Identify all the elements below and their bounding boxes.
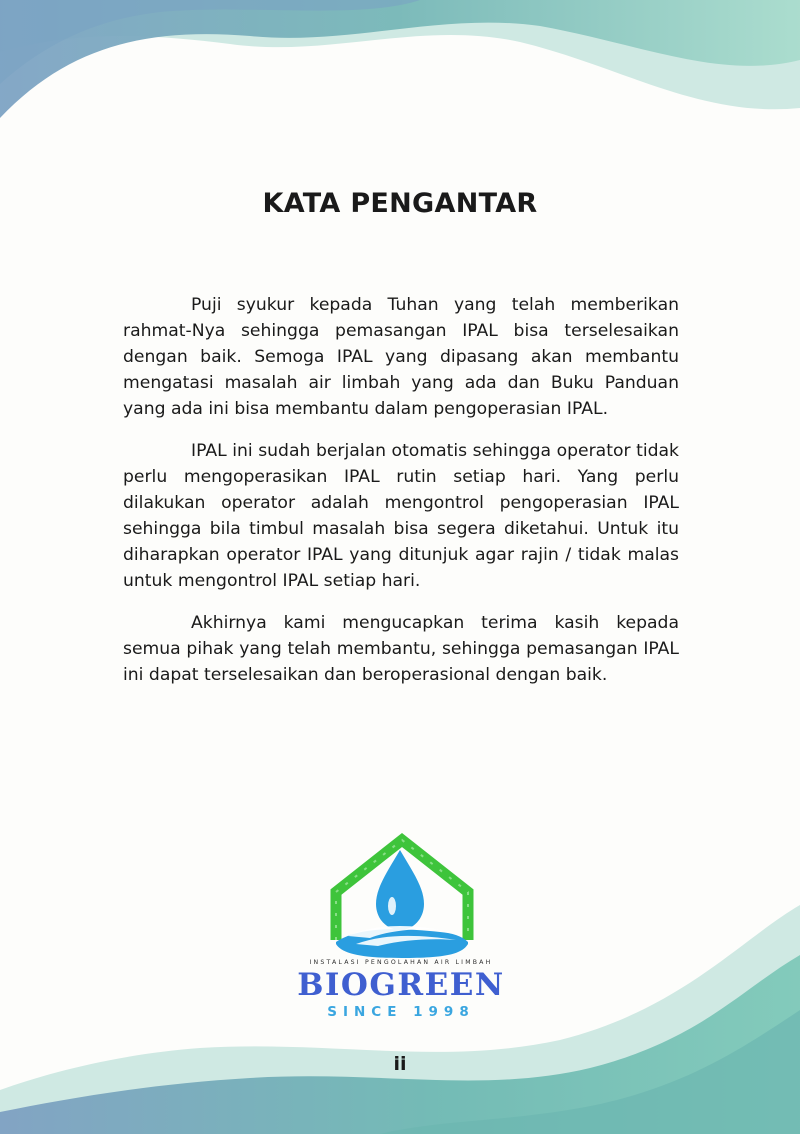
water-drop-icon (376, 850, 424, 930)
page-title: KATA PENGANTAR (262, 188, 538, 219)
logo-name: BIOGREEN (297, 967, 505, 1003)
paragraph-3: Akhirnya kami mengucapkan terima kasih kepada semua pihak yang telah membantu, sehingga pemasangan IPAL ini dapat terselesaikan dan beroperasional dengan baik. (123, 613, 679, 685)
logo-since: SINCE 1998 (327, 1004, 475, 1020)
paragraph-2: IPAL ini sudah berjalan otomatis sehingga operator tidak perlu mengoperasikan IPAL rutin setiap hari. Yang perlu dilakukan operator adalah mengontrol pengoperasian IPAL sehingga bila timbul masalah bisa segera diketahui. Untuk itu diharapkan operator IPAL yang ditunjuk agar rajin / tidak malas untuk mengontrol IPAL setiap hari. (123, 441, 679, 591)
logo-tagline: INSTALASI PENGOLAHAN AIR LIMBAH (309, 959, 493, 966)
body-text (123, 292, 679, 704)
biogreen-logo (290, 832, 512, 1027)
page-number: ii (393, 1053, 407, 1075)
paragraph-1: Puji syukur kepada Tuhan yang telah memberikan rahmat-Nya sehingga pemasangan IPAL bisa terselesaikan dengan baik. Semoga IPAL yang dipasang akan membantu mengatasi masalah air limbah yang ada dan Buku Panduan yang ada ini bisa membantu dalam pengoperasian IPAL. (123, 295, 679, 419)
